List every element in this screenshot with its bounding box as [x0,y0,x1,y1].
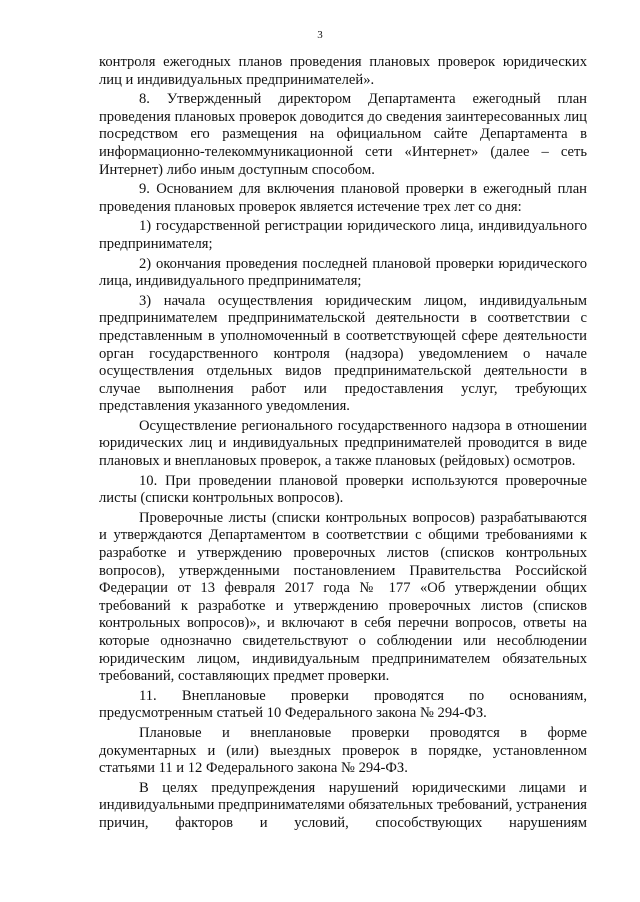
paragraph: 9. Основанием для включения плановой проверки в ежегодный план проведения плановых проверок является истечение трех лет со дня: [99,181,587,215]
paragraph: В целях предупреждения нарушений юридическими лицами и индивидуальными предпринимателями обязательных требований, устранения причин, факторов и условий, способствующих нарушениям [99,779,587,831]
paragraph: Плановые и внеплановые проверки проводятся в форме документарных и (или) выездных проверок в порядке, установленном статьями 11 и 12 Федерального закона № 294-ФЗ. [99,724,587,777]
paragraph: 8. Утвержденный директором Департамента ежегодный план проведения плановых проверок доводится до сведения заинтересованных лиц посредством его размещения на официальном сайте Департамента в информационно-телекоммуникационной сети «Интернет» (далее – сеть Интернет) либо иным доступным способом. [99,91,587,178]
paragraph: Проверочные листы (списки контрольных вопросов) разрабатываются и утверждаются Департаментом в соответствии с общими требованиями к разработке и утверждению проверочных листов (списков контрольных вопросов), утвержденными постановлением Правительства Российской Федерации от 13 февраля 2017 года № 177 «Об утверждении общих требований к разработке и утверждению проверочных листов (списков контрольных вопросов)», и включают в себя перечни вопросов, ответы на которые однозначно свидетельствуют о соблюдении или несоблюдении юридическим лицом, индивидуальным предпринимателем обязательных требований, составляющих предмет проверки. [99,509,587,685]
page-number: 3 [317,29,323,41]
list-item: 3) начала осуществления юридическим лицом, индивидуальным предпринимателем предпринимательской деятельности в соответствии с представленным в уполномоченный в соответствующей сфере деятельности орган государственного контроля (надзора) уведомлением о начале осуществления отдельных видов предпринимательской деятельности в случае выполнения работ или предоставления услуг, требующих представления указанного уведомления. [99,292,587,415]
paragraph: контроля ежегодных планов проведения плановых проверок юридических лиц и индивидуальных предпринимателей». [99,54,587,88]
list-item: 2) окончания проведения последней плановой проверки юридического лица, индивидуального предпринимателя; [99,255,587,290]
list-item: 1) государственной регистрации юридического лица, индивидуального предпринимателя; [99,218,587,252]
paragraph: Осуществление регионального государственного надзора в отношении юридических лиц и индивидуальных предпринимателей проводится в виде плановых и внеплановых проверок, а также плановых (рейдовых) осмотров. [99,417,587,470]
paragraph: 11. Внеплановые проверки проводятся по основаниям, предусмотренным статьей 10 Федерального закона № 294-ФЗ. [99,687,587,722]
paragraph: 10. При проведении плановой проверки используются проверочные листы (списки контрольных вопросов). [99,472,587,507]
document-body [99,54,587,835]
